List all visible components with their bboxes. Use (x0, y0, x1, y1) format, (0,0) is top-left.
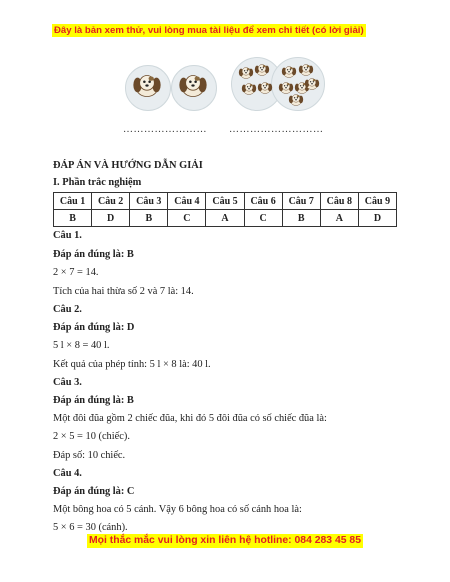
answer-table-answer-row (54, 210, 397, 227)
puppy-icon (299, 65, 313, 76)
table-answer-cell: A (320, 210, 358, 227)
solution-text-line: Kết quả của phép tính: 5 l × 8 là: 40 l. (53, 359, 211, 370)
answer-blank-right: ……………………… (229, 124, 324, 135)
table-header-cell: Câu 4 (168, 193, 206, 210)
hotline-banner: Mọi thắc mắc vui lòng xin liên hệ hotline: 084 283 45 85 (89, 535, 361, 546)
solution-text-line: Tích của hai thừa số 2 và 7 là: 14. (53, 286, 194, 297)
solution-text-line: Một đôi đũa gồm 2 chiếc đũa, khi đó 5 đôi đũa có số chiếc đũa là: (53, 413, 327, 424)
table-answer-cell: B (130, 210, 168, 227)
solution-heading-line: Đáp án đúng là: B (53, 249, 134, 260)
table-header-cell: Câu 3 (130, 193, 168, 210)
table-header-cell: Câu 5 (206, 193, 244, 210)
table-answer-cell: D (358, 210, 396, 227)
puppy-icon (179, 76, 206, 97)
puppy-icon (242, 84, 256, 95)
table-header-cell: Câu 1 (54, 193, 92, 210)
puppy-icons (0, 0, 450, 120)
puppy-icon (289, 95, 303, 106)
answers-heading: ĐÁP ÁN VÀ HƯỚNG DẪN GIẢI (53, 160, 203, 171)
table-header-cell: Câu 8 (320, 193, 358, 210)
answer-blank-left: …………………… (123, 124, 207, 135)
puppy-icon (258, 83, 272, 94)
section-title: I. Phần trắc nghiệm (53, 177, 142, 188)
solution-text-line: Một bông hoa có 5 cánh. Vậy 6 bông hoa có số cánh hoa là: (53, 504, 302, 515)
puppy-icon (282, 67, 296, 78)
table-header-cell: Câu 7 (282, 193, 320, 210)
table-answer-cell: A (206, 210, 244, 227)
solution-text-line: 5 × 6 = 30 (cánh). (53, 522, 128, 533)
solution-text-line: 5 l × 8 = 40 l. (53, 340, 110, 351)
solution-heading-line: Câu 2. (53, 304, 82, 315)
puppy-icon (279, 83, 293, 94)
solution-text-line: 2 × 5 = 10 (chiếc). (53, 431, 130, 442)
table-header-cell: Câu 2 (92, 193, 130, 210)
puppy-icon (133, 76, 160, 97)
answer-table-header-row (54, 193, 397, 210)
solution-text-line: Đáp số: 10 chiếc. (53, 450, 126, 461)
table-answer-cell: B (54, 210, 92, 227)
solution-heading-line: Đáp án đúng là: B (53, 395, 134, 406)
table-header-cell: Câu 9 (358, 193, 396, 210)
puppy-icon (255, 65, 269, 76)
table-answer-cell: C (244, 210, 282, 227)
table-answer-cell: C (168, 210, 206, 227)
solution-heading-line: Câu 4. (53, 468, 82, 479)
solution-heading-line: Câu 3. (53, 377, 82, 388)
solution-heading-line: Đáp án đúng là: D (53, 322, 135, 333)
answer-table (53, 192, 397, 227)
puppy-icon (239, 68, 253, 79)
preview-notice-banner: Đây là bản xem thử, vui lòng mua tài liệu để xem chi tiết (có lời giải) (54, 25, 364, 36)
table-answer-cell: D (92, 210, 130, 227)
table-answer-cell: B (282, 210, 320, 227)
table-header-cell: Câu 6 (244, 193, 282, 210)
solution-text-line: 2 × 7 = 14. (53, 267, 99, 278)
solution-heading-line: Câu 1. (53, 230, 82, 241)
solution-heading-line: Đáp án đúng là: C (53, 486, 135, 497)
